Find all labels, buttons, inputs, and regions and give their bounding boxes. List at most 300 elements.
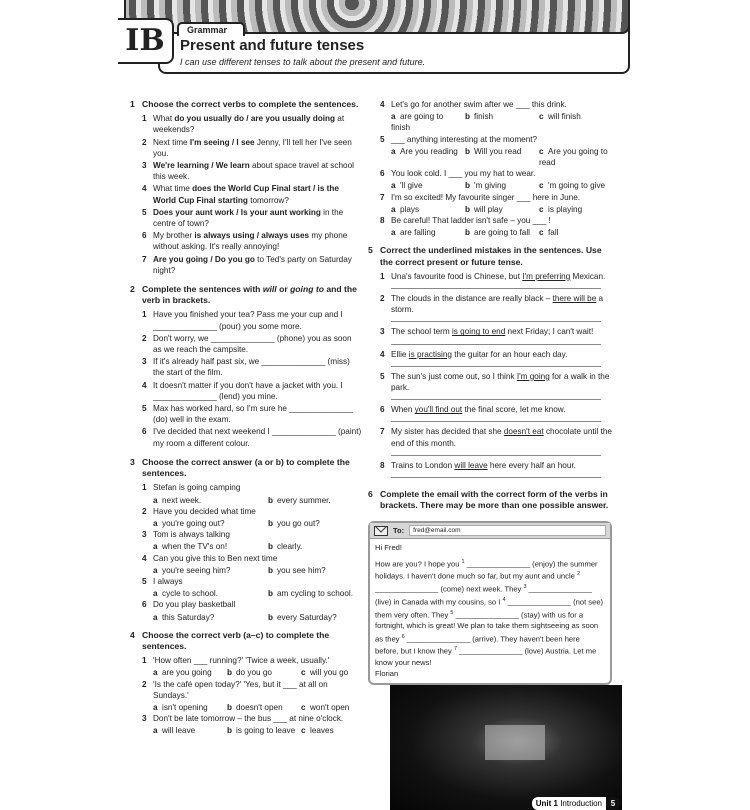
- option-text: fall: [548, 228, 559, 238]
- answer-options: [153, 518, 362, 529]
- item-number: 2: [142, 679, 147, 689]
- option-text: you're going out?: [162, 518, 225, 528]
- item-number: 3: [380, 327, 385, 337]
- option-text: will finish: [548, 112, 581, 122]
- option-letter: b: [465, 146, 471, 156]
- to-label: To:: [393, 526, 405, 536]
- text-segment: chocolate until the end of this month.: [391, 427, 612, 448]
- lesson-code: IB: [118, 18, 174, 64]
- answer-option[interactable]: [268, 541, 383, 552]
- option-letter: b: [268, 518, 274, 528]
- unit-section: Introduction: [560, 799, 602, 809]
- exercise-number: 3: [130, 456, 135, 467]
- text-segment: Next time: [153, 137, 190, 147]
- text-segment: Una's favourite food is Chinese, but: [391, 271, 523, 281]
- text-segment: at weekends?: [153, 114, 345, 135]
- text-segment: Have you finished your tea? Pass me your cup and I ______________ (pour) you some more.: [153, 310, 343, 331]
- text-segment: Choose the correct verbs to complete the sentences.: [142, 99, 359, 109]
- text-segment: Have you decided what time: [153, 506, 256, 516]
- answer-option[interactable]: [465, 146, 539, 168]
- option-text: every Saturday?: [277, 612, 337, 622]
- text-segment: will: [262, 284, 277, 295]
- item-number: 7: [380, 427, 385, 437]
- exercise-item: [130, 254, 362, 276]
- answer-option[interactable]: [153, 612, 268, 623]
- text-segment: does the World Cup Final start / is the World Cup Final starting: [153, 184, 339, 205]
- text-segment: _______________ (stay) with us for a fortnight, which is great! We plan to take them sightseeing as soon as they: [375, 610, 599, 644]
- text-segment: tomorrow?: [247, 195, 289, 205]
- exercise-number: 1: [130, 99, 135, 109]
- text-segment: going to: [290, 284, 324, 295]
- answer-option[interactable]: [268, 588, 383, 599]
- answer-line[interactable]: [391, 283, 601, 289]
- answer-option[interactable]: [539, 180, 614, 191]
- text-segment: is practising: [408, 349, 452, 359]
- exercise-instruction: [368, 489, 614, 511]
- item-number: 5: [380, 371, 385, 381]
- item-number: 3: [142, 161, 147, 171]
- text-segment: there will be: [552, 294, 597, 304]
- item-number: 6: [142, 427, 147, 437]
- option-letter: a: [153, 518, 158, 528]
- answer-option[interactable]: [465, 180, 539, 191]
- option-text: are going to fall: [474, 228, 530, 238]
- option-text: doesn't open: [236, 702, 283, 712]
- item-number: 7: [142, 254, 147, 264]
- exercise-number: 6: [368, 489, 373, 500]
- answer-line[interactable]: [391, 316, 601, 322]
- text-segment: for a walk in the park.: [391, 371, 610, 393]
- exercise-item: [130, 576, 362, 587]
- text-segment: here every half an hour.: [487, 460, 576, 470]
- text-segment: 1: [461, 558, 465, 565]
- answer-option[interactable]: [268, 495, 383, 506]
- answer-option[interactable]: [153, 725, 227, 736]
- option-letter: b: [268, 589, 274, 599]
- text-segment: 'How often ___ running?' 'Twice a week, usually.': [153, 656, 330, 666]
- text-segment: Don't be late tomorrow – the bus ___ at nine o'clock.: [153, 714, 344, 724]
- text-segment: is going to end: [451, 327, 506, 337]
- option-text: plays: [400, 204, 420, 214]
- item-number: 4: [380, 349, 385, 359]
- answer-options: [391, 111, 614, 133]
- option-text: are you going: [162, 668, 212, 678]
- option-text: Are you reading: [400, 146, 458, 156]
- house-light: [485, 725, 545, 760]
- email-text: [375, 557, 605, 669]
- option-letter: b: [465, 112, 471, 122]
- exercise-instruction: [368, 245, 614, 267]
- email-header-bar: [370, 523, 610, 539]
- unit-label: Unit 1: [535, 799, 558, 809]
- exercise-item: [130, 599, 362, 610]
- text-segment: 3: [523, 584, 527, 591]
- answer-option[interactable]: [268, 518, 383, 529]
- item-number: 1: [142, 114, 147, 124]
- item-number: 5: [142, 207, 147, 217]
- exercise-5: [368, 245, 614, 482]
- text-segment: My brother: [153, 231, 195, 241]
- email-signoff: Florian: [375, 669, 399, 679]
- option-letter: a: [391, 228, 396, 238]
- option-letter: a: [153, 726, 158, 736]
- left-column: [130, 99, 362, 737]
- option-letter: a: [391, 112, 396, 122]
- item-number: 6: [142, 231, 147, 241]
- text-segment: Does your aunt work / Is your aunt working: [153, 207, 321, 217]
- text-segment: My sister has decided that she: [391, 427, 504, 437]
- text-segment: When: [391, 405, 415, 415]
- exercise-item: [368, 371, 614, 393]
- option-letter: c: [539, 181, 544, 191]
- exercise-item: [368, 326, 614, 337]
- text-segment: my phone without asking. It's really annoying!: [153, 231, 348, 252]
- answer-line[interactable]: [391, 472, 601, 478]
- item-number: 1: [142, 310, 147, 320]
- answer-line[interactable]: [391, 450, 601, 456]
- item-number: 8: [380, 216, 385, 226]
- text-segment: about space travel at school this week.: [153, 161, 354, 182]
- item-number: 5: [380, 134, 385, 144]
- answer-option[interactable]: [153, 667, 227, 678]
- exercise-number: 4: [130, 629, 135, 640]
- item-number: 5: [142, 576, 147, 586]
- text-segment: and the verb in brackets.: [142, 284, 357, 306]
- text-segment: It doesn't matter if you don't have a jacket with you. I ______________ (lend) you mine.: [153, 380, 343, 401]
- answer-options: [391, 227, 614, 238]
- text-segment: How are you? I hope you: [375, 559, 462, 569]
- answer-line[interactable]: [391, 339, 601, 345]
- answer-line[interactable]: [391, 416, 601, 422]
- answer-options: [391, 180, 614, 191]
- exercise-item: [130, 137, 362, 159]
- text-segment: Choose the correct verb (a–c) to complete the sentences.: [142, 629, 330, 651]
- answer-option[interactable]: [465, 227, 539, 238]
- option-text: every summer.: [277, 495, 331, 505]
- option-text: are going to finish: [391, 112, 444, 133]
- exercise-item: [368, 215, 614, 226]
- exercise-number: 2: [130, 284, 135, 295]
- exercise-item: [130, 380, 362, 402]
- item-number: 8: [380, 460, 385, 470]
- answer-option[interactable]: [227, 667, 301, 678]
- exercise-item: [130, 655, 362, 666]
- envelope-icon: [374, 526, 388, 536]
- text-segment: the final score, let me know.: [462, 405, 566, 415]
- text-segment: Complete the sentences with: [142, 284, 263, 295]
- text-segment: in the centre of town?: [153, 207, 344, 229]
- option-text: this Saturday?: [162, 612, 215, 622]
- option-letter: a: [153, 542, 158, 552]
- option-letter: b: [227, 668, 233, 678]
- exercise-item: [130, 506, 362, 517]
- option-letter: c: [301, 668, 306, 678]
- text-segment: do you usually do / are you usually doing: [174, 114, 335, 124]
- option-text: will you go: [310, 668, 349, 678]
- item-number: 3: [142, 530, 147, 540]
- answer-option[interactable]: [391, 180, 465, 191]
- item-number: 1: [142, 483, 147, 493]
- option-text: Will you read: [474, 146, 522, 156]
- answer-option[interactable]: [391, 111, 465, 133]
- item-number: 2: [142, 137, 147, 147]
- text-segment: The sun's just come out, so I think: [391, 371, 517, 381]
- answer-option[interactable]: [227, 725, 301, 736]
- answer-option[interactable]: [301, 702, 362, 713]
- option-letter: c: [301, 726, 306, 736]
- text-segment: I always: [153, 576, 183, 586]
- answer-option[interactable]: [391, 204, 465, 215]
- option-text: you go out?: [277, 518, 320, 528]
- option-letter: b: [465, 181, 471, 191]
- answer-option[interactable]: [153, 588, 268, 599]
- text-segment: If it's already half past six, we ______________ (miss) the start of the film.: [153, 357, 350, 378]
- text-segment: ___ anything interesting at the moment?: [391, 134, 538, 144]
- answer-option[interactable]: [268, 612, 383, 623]
- option-letter: a: [153, 702, 158, 712]
- exercise-item: [130, 553, 362, 564]
- text-segment: _______________ (come) next week. They: [375, 584, 524, 594]
- email-greeting: Hi Fred!: [375, 543, 403, 553]
- option-text: Are you going to read: [539, 146, 608, 168]
- text-segment: will leave: [454, 460, 488, 470]
- option-text: next week.: [162, 495, 202, 505]
- text-segment: We're learning / We learn: [153, 161, 250, 171]
- exercise-1: [130, 99, 362, 277]
- option-text: you're seeing him?: [162, 565, 231, 575]
- option-letter: b: [465, 204, 471, 214]
- option-text: finish: [474, 112, 494, 122]
- answer-option[interactable]: [301, 725, 362, 736]
- text-segment: Jenny, I'll tell her I've seen you.: [153, 137, 352, 158]
- answer-option[interactable]: [465, 111, 539, 133]
- exercise-item: [130, 356, 362, 378]
- text-segment: 7: [453, 646, 457, 653]
- item-number: 2: [380, 294, 385, 304]
- answer-option[interactable]: [391, 227, 465, 238]
- option-letter: a: [153, 495, 158, 505]
- exercise-item: [368, 293, 614, 315]
- option-letter: a: [153, 589, 158, 599]
- option-letter: a: [391, 181, 396, 191]
- option-text: clearly.: [277, 542, 303, 552]
- text-segment: 5: [450, 609, 454, 616]
- item-number: 2: [142, 333, 147, 343]
- text-segment: Choose the correct answer (a or b) to complete the sentences.: [142, 456, 350, 479]
- option-letter: c: [539, 112, 544, 122]
- text-segment: Tom is always talking: [153, 530, 230, 540]
- text-segment: _______________ (enjoy) the summer holidays. I haven't done much so far, but my aunt and uncle: [375, 559, 598, 581]
- answer-option[interactable]: [539, 204, 614, 215]
- exercise-instruction: [130, 284, 362, 306]
- text-segment: Stefan is going camping: [153, 483, 241, 493]
- text-segment: to Ted's party on Saturday night?: [153, 254, 352, 275]
- option-text: will leave: [162, 726, 196, 736]
- item-number: 1: [142, 656, 147, 666]
- answer-option[interactable]: [539, 227, 614, 238]
- text-segment: The school term: [391, 327, 452, 337]
- option-letter: b: [465, 228, 471, 238]
- text-segment: or: [276, 284, 291, 295]
- text-segment: What: [153, 114, 175, 124]
- option-text: cycle to school.: [162, 589, 218, 599]
- text-segment: next Friday; I can't wait!: [505, 327, 594, 337]
- exercise-item: [130, 482, 362, 493]
- option-letter: b: [268, 565, 274, 575]
- item-number: 4: [142, 380, 147, 390]
- option-text: you see him?: [277, 565, 326, 575]
- option-letter: b: [268, 495, 274, 505]
- night-house-photo: [390, 685, 622, 810]
- item-number: 5: [142, 404, 147, 414]
- exercise-4: [130, 630, 362, 737]
- text-segment: I'm preferring: [522, 271, 571, 281]
- text-segment: is always using / always uses: [194, 231, 310, 241]
- email-body: [370, 539, 610, 683]
- text-segment: _______________ (love) Austria. Let me know your news!: [375, 646, 597, 668]
- answer-option[interactable]: [153, 565, 268, 576]
- text-segment: _______________ (arrive). They haven't been here before, but I know they: [375, 634, 580, 656]
- page-title: Present and future tenses: [180, 37, 365, 54]
- text-segment: _______________ (not see) them very often. They: [375, 597, 604, 620]
- item-number: 2: [142, 506, 147, 516]
- text-segment: Mexican.: [570, 271, 606, 281]
- option-text: 'm going to give: [548, 181, 606, 191]
- category-tab: Grammar: [177, 22, 245, 36]
- answer-options: [391, 204, 614, 215]
- text-segment: Complete the email with the correct form of the verbs in brackets. There may be more than one possible answer.: [380, 489, 609, 511]
- answer-options: [153, 702, 362, 713]
- exercise-2: [130, 284, 362, 450]
- text-segment: Don't worry, we ______________ (phone) you as soon as we reach the campsite.: [153, 333, 352, 355]
- option-letter: b: [227, 702, 233, 712]
- text-segment: What time: [153, 184, 193, 194]
- answer-option[interactable]: [153, 541, 268, 552]
- exercise-item: [130, 160, 362, 182]
- text-segment: Are you going / Do you go: [153, 254, 255, 264]
- answer-option[interactable]: [153, 495, 268, 506]
- answer-option[interactable]: [153, 702, 227, 713]
- option-text: 'll give: [400, 181, 423, 191]
- answer-line[interactable]: [391, 361, 601, 367]
- option-text: is going to leave: [236, 726, 296, 736]
- text-segment: Can you give this to Ben next time: [153, 553, 278, 563]
- option-letter: b: [268, 542, 274, 552]
- answer-options: [153, 565, 362, 576]
- text-segment: the guitar for an hour each day.: [451, 349, 568, 359]
- exercise-item: [130, 679, 362, 701]
- footer-unit: [532, 797, 606, 810]
- option-letter: b: [227, 726, 233, 736]
- exercise-instruction: [130, 99, 362, 110]
- right-column: [368, 99, 614, 810]
- text-segment: _______________ (live) in Canada with my cousins, so I: [375, 584, 592, 607]
- answer-option[interactable]: [465, 204, 539, 215]
- exercise-item: [130, 309, 362, 331]
- exercise-item: [368, 99, 614, 110]
- text-segment: Do you play basketball: [153, 600, 236, 610]
- option-text: when the TV's on!: [162, 542, 228, 552]
- option-text: are falling: [400, 228, 436, 238]
- text-segment: a storm.: [391, 294, 604, 315]
- option-text: will play: [474, 204, 503, 214]
- text-segment: 'Is the café open today?' 'Yes, but it ___ at all on Sundays.': [153, 679, 328, 700]
- to-field: fred@email.com: [409, 525, 606, 536]
- option-letter: b: [268, 612, 274, 622]
- option-text: do you go: [236, 668, 272, 678]
- option-text: isn't opening: [162, 702, 208, 712]
- answer-option[interactable]: [391, 146, 465, 168]
- answer-option[interactable]: [153, 518, 268, 529]
- exercise-number: 5: [368, 245, 373, 256]
- answer-line[interactable]: [391, 394, 601, 400]
- answer-options: [153, 588, 362, 599]
- answer-option[interactable]: [539, 111, 614, 133]
- answer-option[interactable]: [268, 565, 383, 576]
- item-number: 6: [142, 600, 147, 610]
- exercise-6: [368, 489, 614, 514]
- option-text: is playing: [548, 204, 583, 214]
- option-letter: a: [391, 146, 396, 156]
- answer-options: [153, 667, 362, 678]
- exercise-item: [130, 183, 362, 205]
- exercise-4-continued: [368, 99, 614, 238]
- exercise-instruction: [130, 457, 362, 479]
- exercise-item: [368, 271, 614, 282]
- answer-options: [153, 725, 362, 736]
- exercise-item: [368, 134, 614, 145]
- answer-option[interactable]: [301, 667, 362, 678]
- item-number: 3: [142, 714, 147, 724]
- text-segment: Trains to London: [391, 460, 455, 470]
- text-segment: You look cold. I ___ you my hat to wear.: [391, 169, 536, 179]
- option-letter: a: [153, 668, 158, 678]
- option-letter: a: [391, 204, 396, 214]
- exercise-item: [368, 192, 614, 203]
- option-text: 'm giving: [474, 181, 507, 191]
- option-letter: c: [539, 228, 544, 238]
- text-segment: Be careful! That ladder isn't safe – you ___ !: [391, 216, 551, 226]
- exercise-item: [368, 404, 614, 415]
- item-number: 4: [142, 553, 147, 563]
- text-segment: Let's go for another swim after we ___ this drink.: [391, 100, 567, 109]
- text-segment: I'm seeing / I see: [189, 137, 255, 147]
- text-segment: Correct the underlined mistakes in the sentences. Use the correct present or future tense.: [380, 245, 602, 267]
- option-text: leaves: [310, 726, 334, 736]
- text-segment: 4: [502, 596, 506, 603]
- text-segment: Ellie: [391, 349, 409, 359]
- answer-option[interactable]: [227, 702, 301, 713]
- text-segment: 2: [576, 571, 581, 578]
- answer-options: [153, 495, 362, 506]
- answer-options: [391, 146, 614, 168]
- item-number: 4: [380, 100, 385, 109]
- email-window: [368, 521, 612, 685]
- exercise-item: [130, 207, 362, 229]
- exercise-item: [130, 713, 362, 724]
- answer-options: [153, 541, 362, 552]
- text-segment: I'm so excited! My favourite singer ___ here in June.: [391, 192, 581, 202]
- answer-option[interactable]: [539, 146, 614, 168]
- item-number: 3: [142, 357, 147, 367]
- item-number: 1: [380, 271, 385, 281]
- exercise-item: [130, 426, 362, 448]
- exercise-item: [368, 168, 614, 179]
- text-segment: you'll find out: [414, 405, 463, 415]
- page-subtitle: I can use different tenses to talk about the present and future.: [180, 57, 426, 67]
- text-segment: I've decided that next weekend I ______________ (paint) my room a different colour.: [153, 427, 362, 448]
- exercise-item: [130, 403, 362, 425]
